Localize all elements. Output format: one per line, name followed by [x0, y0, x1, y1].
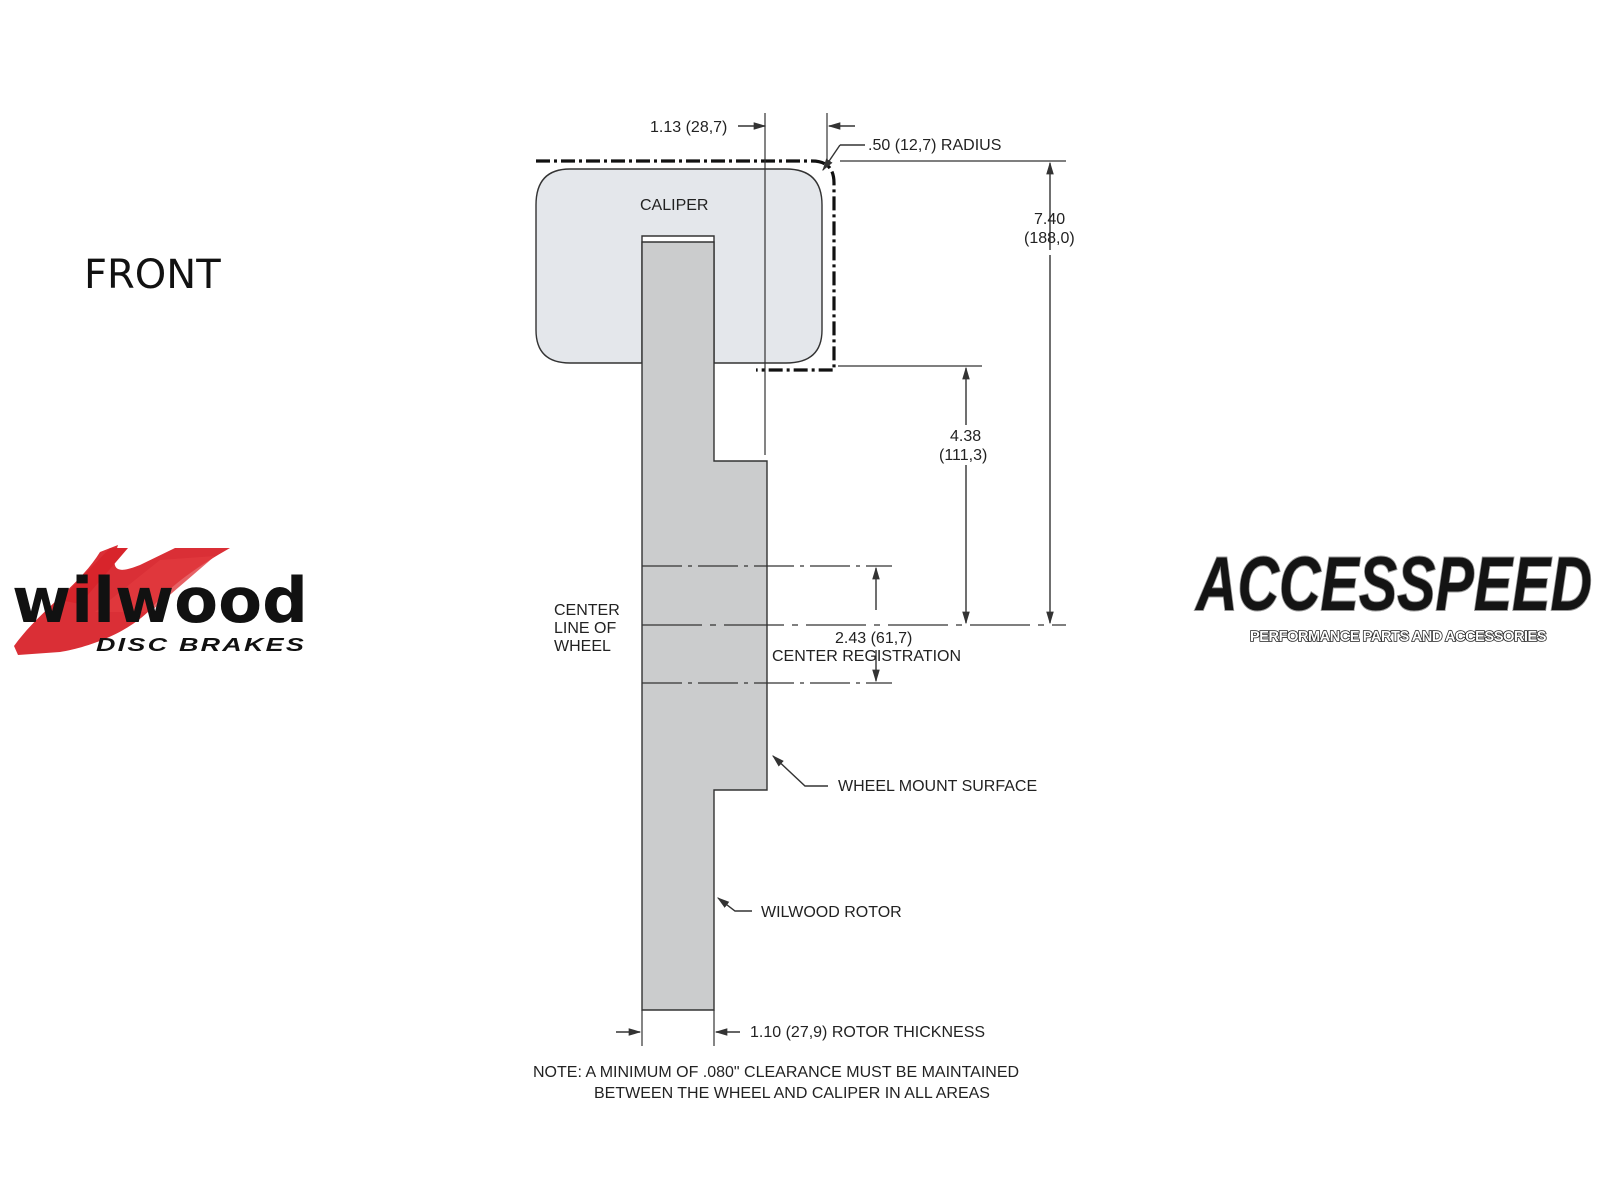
wilwood-logo [12, 545, 308, 655]
accesspeed-subtitle: PERFORMANCE PARTS AND ACCESSORIES [1250, 628, 1547, 645]
lower-height-value: 4.38 [950, 428, 982, 445]
offset-dimension: 1.13 (28,7) [650, 119, 728, 136]
clearance-note-line-2: BETWEEN THE WHEEL AND CALIPER IN ALL AREAS [594, 1085, 990, 1102]
rotor-leader [718, 898, 752, 911]
radius-pointer [823, 145, 840, 170]
accesspeed-logo [1194, 542, 1592, 645]
lower-height-metric: (111,3) [939, 447, 988, 464]
wheel-mount-surface-label: WHEEL MOUNT SURFACE [838, 778, 1038, 795]
front-heading: FRONT [84, 252, 221, 298]
clearance-note-line-1: NOTE: A MINIMUM OF .080" CLEARANCE MUST BE MAINTAINED [533, 1064, 1020, 1081]
wilwood-rotor-label: WILWOOD ROTOR [761, 904, 902, 921]
total-height-value: 7.40 [1034, 211, 1066, 228]
wheel-mount-leader [773, 756, 828, 786]
wilwood-subtitle: DISC BRAKES [96, 635, 306, 655]
registration-value: 2.43 (61,7) [835, 630, 913, 647]
accesspeed-wordmark: ACCESSPEED [1194, 542, 1592, 627]
radius-dimension: .50 (12,7) RADIUS [868, 137, 1002, 154]
wilwood-wordmark: wilwood [12, 564, 308, 637]
registration-label: CENTER REGISTRATION [772, 648, 962, 665]
total-height-metric: (188,0) [1024, 230, 1075, 247]
center-line-label-3: WHEEL [554, 638, 611, 655]
rotor-thickness-dimension: 1.10 (27,9) ROTOR THICKNESS [750, 1024, 986, 1041]
center-line-label-2: LINE OF [554, 620, 617, 637]
center-line-label-1: CENTER [554, 602, 620, 619]
caliper-label: CALIPER [640, 197, 709, 214]
